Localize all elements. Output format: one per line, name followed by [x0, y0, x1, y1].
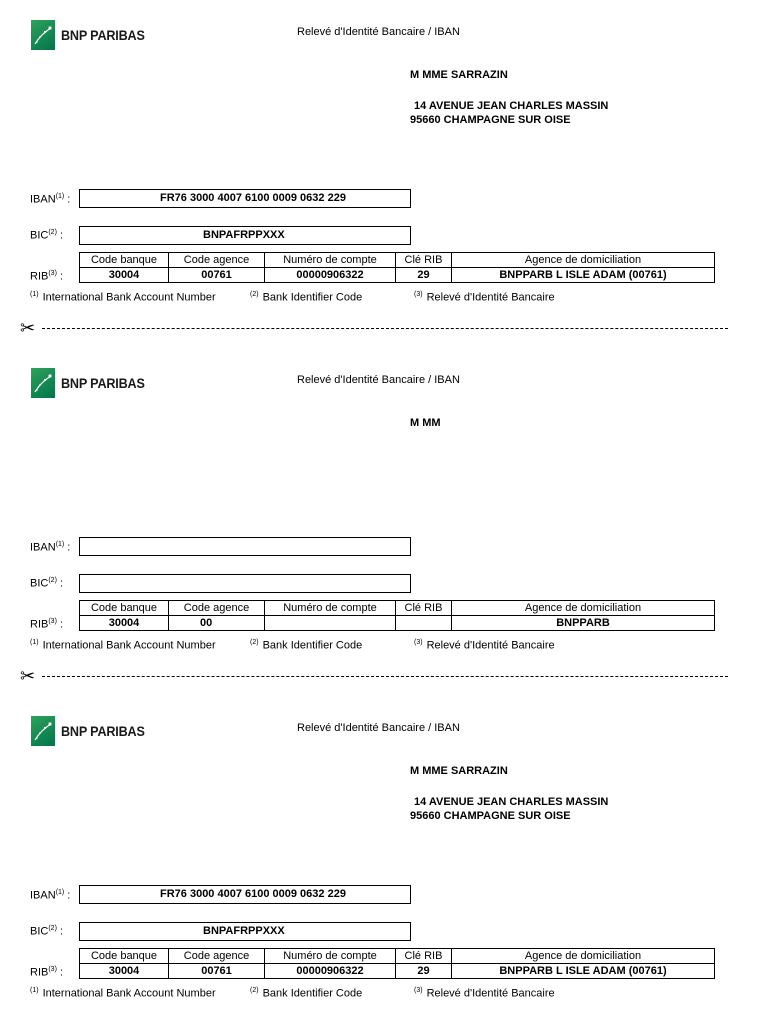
code-agence-value: 00761 — [169, 964, 265, 979]
col-cle-rib: Clé RIB — [396, 253, 452, 268]
footnote-1: $^{(1)}$ International Bank Account Number — [30, 987, 216, 1000]
bic-field — [79, 574, 411, 593]
bnp-stars-icon — [31, 368, 55, 398]
iban-label: IBAN$^{(1)}$ : — [30, 541, 71, 554]
footnote-3: $^{(3)}$ Relevé d'Identité Bancaire — [414, 987, 555, 1000]
footnote-3: $^{(3)}$ Relevé d'Identité Bancaire — [414, 291, 555, 304]
col-code-banque: Code banque — [80, 601, 169, 616]
bic-field — [79, 922, 411, 941]
bic-label: BIC$^{(2)}$ : — [30, 229, 64, 242]
col-code-banque: Code banque — [80, 949, 169, 964]
cut-line — [20, 320, 728, 336]
bnp-stars-icon — [31, 716, 55, 746]
iban-value: FR76 3000 4007 6100 0009 0632 229 — [160, 888, 346, 900]
col-numero-compte: Numéro de compte — [265, 601, 396, 616]
iban-label: IBAN$^{(1)}$ : — [30, 889, 71, 902]
agence-value: BNPPARB — [452, 616, 715, 631]
bic-label: BIC$^{(2)}$ : — [30, 577, 64, 590]
scissors-icon: ✂ — [20, 318, 36, 338]
bank-logo — [31, 20, 154, 50]
bic-field — [79, 226, 411, 245]
col-cle-rib: Clé RIB — [396, 949, 452, 964]
col-numero-compte: Numéro de compte — [265, 949, 396, 964]
rib-header-row — [80, 253, 715, 268]
col-code-agence: Code agence — [169, 949, 265, 964]
footnote-2: $^{(2)}$ Bank Identifier Code — [250, 639, 363, 652]
col-code-agence: Code agence — [169, 601, 265, 616]
document-title: Relevé d'Identité Bancaire / IBAN — [297, 374, 460, 386]
numero-compte-value: 00000906322 — [265, 268, 396, 283]
col-code-agence: Code agence — [169, 253, 265, 268]
scissors-icon: ✂ — [20, 666, 36, 686]
numero-compte-value: 00000906322 — [265, 964, 396, 979]
footnote-2: $^{(2)}$ Bank Identifier Code — [250, 987, 363, 1000]
rib-table — [79, 252, 715, 283]
cle-rib-value: 29 — [396, 964, 452, 979]
agence-value: BNPPARB L ISLE ADAM (00761) — [452, 268, 715, 283]
account-holder: M MM — [410, 417, 441, 429]
code-banque-value: 30004 — [80, 964, 169, 979]
rib-value-row — [80, 268, 715, 283]
rib-label: RIB$^{(3)}$ : — [30, 270, 64, 283]
bnp-stars-icon — [31, 20, 55, 50]
cut-line — [20, 668, 728, 684]
rib-slip — [0, 348, 768, 688]
col-cle-rib: Clé RIB — [396, 601, 452, 616]
code-banque-value: 30004 — [80, 616, 169, 631]
bank-name: BNP PARIBAS — [61, 375, 145, 391]
address-line-2: 95660 CHAMPAGNE SUR OISE — [410, 114, 571, 126]
rib-header-row — [80, 601, 715, 616]
rib-label: RIB$^{(3)}$ : — [30, 966, 64, 979]
bic-value: BNPAFRPPXXX — [203, 229, 285, 241]
rib-header-row — [80, 949, 715, 964]
bank-name: BNP PARIBAS — [61, 723, 145, 739]
numero-compte-value — [265, 616, 396, 631]
iban-field — [79, 537, 411, 556]
code-agence-value: 00 — [169, 616, 265, 631]
rib-slip — [0, 0, 768, 340]
dashed-separator — [42, 676, 728, 677]
footnote-1: $^{(1)}$ International Bank Account Number — [30, 291, 216, 304]
cle-rib-value — [396, 616, 452, 631]
cle-rib-value: 29 — [396, 268, 452, 283]
bank-logo — [31, 368, 154, 398]
footnote-1: $^{(1)}$ International Bank Account Number — [30, 639, 216, 652]
footnote-3: $^{(3)}$ Relevé d'Identité Bancaire — [414, 639, 555, 652]
rib-table — [79, 600, 715, 631]
bic-label: BIC$^{(2)}$ : — [30, 925, 64, 938]
col-code-banque: Code banque — [80, 253, 169, 268]
account-holder: M MME SARRAZIN — [410, 765, 508, 777]
address-line-1: 14 AVENUE JEAN CHARLES MASSIN — [414, 796, 609, 808]
iban-value: FR76 3000 4007 6100 0009 0632 229 — [160, 192, 346, 204]
col-numero-compte: Numéro de compte — [265, 253, 396, 268]
rib-slip — [0, 696, 768, 1036]
holder-address — [410, 795, 608, 823]
code-banque-value: 30004 — [80, 268, 169, 283]
bank-name: BNP PARIBAS — [61, 27, 145, 43]
col-agence: Agence de domiciliation — [452, 253, 715, 268]
bank-logo — [31, 716, 154, 746]
code-agence-value: 00761 — [169, 268, 265, 283]
col-agence: Agence de domiciliation — [452, 601, 715, 616]
agence-value: BNPPARB L ISLE ADAM (00761) — [452, 964, 715, 979]
holder-address — [410, 99, 608, 127]
document-title: Relevé d'Identité Bancaire / IBAN — [297, 26, 460, 38]
address-line-2: 95660 CHAMPAGNE SUR OISE — [410, 810, 571, 822]
rib-value-row — [80, 616, 715, 631]
rib-value-row — [80, 964, 715, 979]
document-title: Relevé d'Identité Bancaire / IBAN — [297, 722, 460, 734]
rib-label: RIB$^{(3)}$ : — [30, 618, 64, 631]
bic-value: BNPAFRPPXXX — [203, 925, 285, 937]
dashed-separator — [42, 328, 728, 329]
account-holder: M MME SARRAZIN — [410, 69, 508, 81]
iban-label: IBAN$^{(1)}$ : — [30, 193, 71, 206]
col-agence: Agence de domiciliation — [452, 949, 715, 964]
address-line-1: 14 AVENUE JEAN CHARLES MASSIN — [414, 100, 609, 112]
rib-table — [79, 948, 715, 979]
iban-field — [79, 189, 411, 208]
footnote-2: $^{(2)}$ Bank Identifier Code — [250, 291, 363, 304]
iban-field — [79, 885, 411, 904]
